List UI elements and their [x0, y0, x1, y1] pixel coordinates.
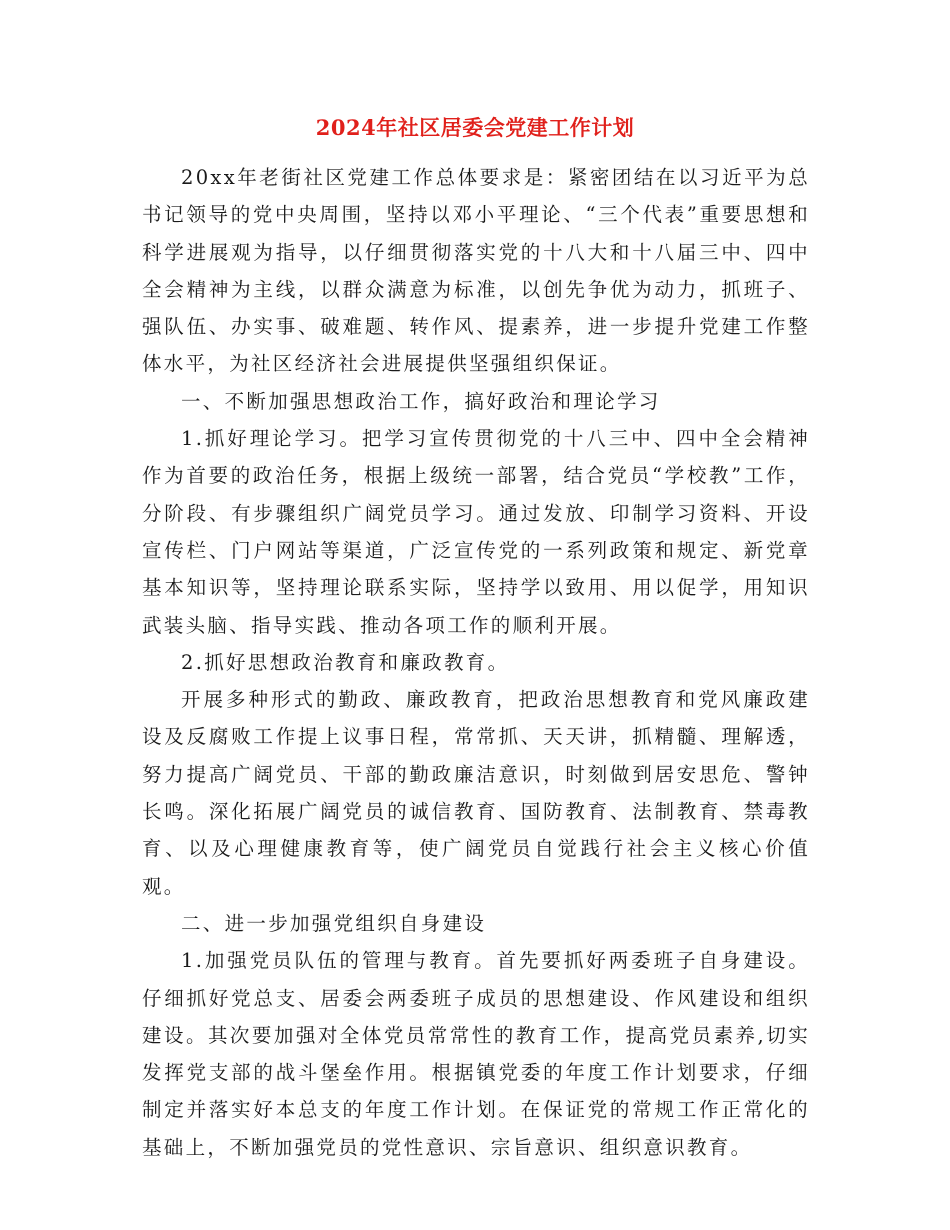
paragraph-clean-government: 开展多种形式的勤政、廉政教育，把政治思想教育和党风廉政建设及反腐败工作提上议事日程，常常抓、天天讲，抓精髓、理解透，努力提高广阔党员、干部的勤政廉洁意识，时刻做到居安思危、警钟长鸣。深化拓展广阔党员的诚信教育、国防教育、法制教育、禁毒教育、以及心理健康教育等，使广阔党员自觉践行社会主义核心价值观。 — [142, 688, 810, 898]
paragraph-party-management: 1.加强党员队伍的管理与教育。首先要抓好两委班子自身建设。仔细抓好党总支、居委会两委班子成员的思想建设、作风建设和组织建设。其次要加强对全体党员常常性的教育工作，提高党员素养,切实发挥党支部的战斗堡垒作用。根据镇党委的年度工作计划要求，仔细制定并落实好本总支的年度工作计划。在保证党的常规工作正常化的基础上，不断加强党员的党性意识、宗旨意识、组织意识教育。 — [142, 949, 810, 1159]
subheading-political-education: 2.抓好思想政治教育和廉政教育。 — [181, 650, 510, 674]
document-title: 2024年社区居委会党建工作计划 — [315, 115, 635, 140]
section-heading-2: 二、进一步加强党组织自身建设 — [181, 911, 487, 935]
paragraph-intro: 20xx年老街社区党建工作总体要求是：紧密团结在以习近平为总书记领导的党中央周围，坚持以邓小平理论、“三个代表”重要思想和科学进展观为指导，以仔细贯彻落实党的十八大和十八届三中、四中全会精神为主线，以群众满意为标准，以创先争优为动力，抓班子、强队伍、办实事、破难题、转作风、提素养，进一步提升党建工作整体水平，为社区经济社会进展提供坚强组织保证。 — [142, 166, 810, 376]
section-heading-1: 一、不断加强思想政治工作，搞好政治和理论学习 — [181, 389, 661, 413]
document-body — [142, 159, 810, 1166]
paragraph-theory-study: 1.抓好理论学习。把学习宣传贯彻党的十八三中、四中全会精神作为首要的政治任务，根据上级统一部署，结合党员“学校教”工作，分阶段、有步骤组织广阔党员学习。通过发放、印制学习资料、开设宣传栏、门户网站等渠道，广泛宣传党的一系列政策和规定、新党章基本知识等，坚持理论联系实际，坚持学以致用、用以促学，用知识武装头脑、指导实践、推动各项工作的顺利开展。 — [142, 427, 810, 637]
